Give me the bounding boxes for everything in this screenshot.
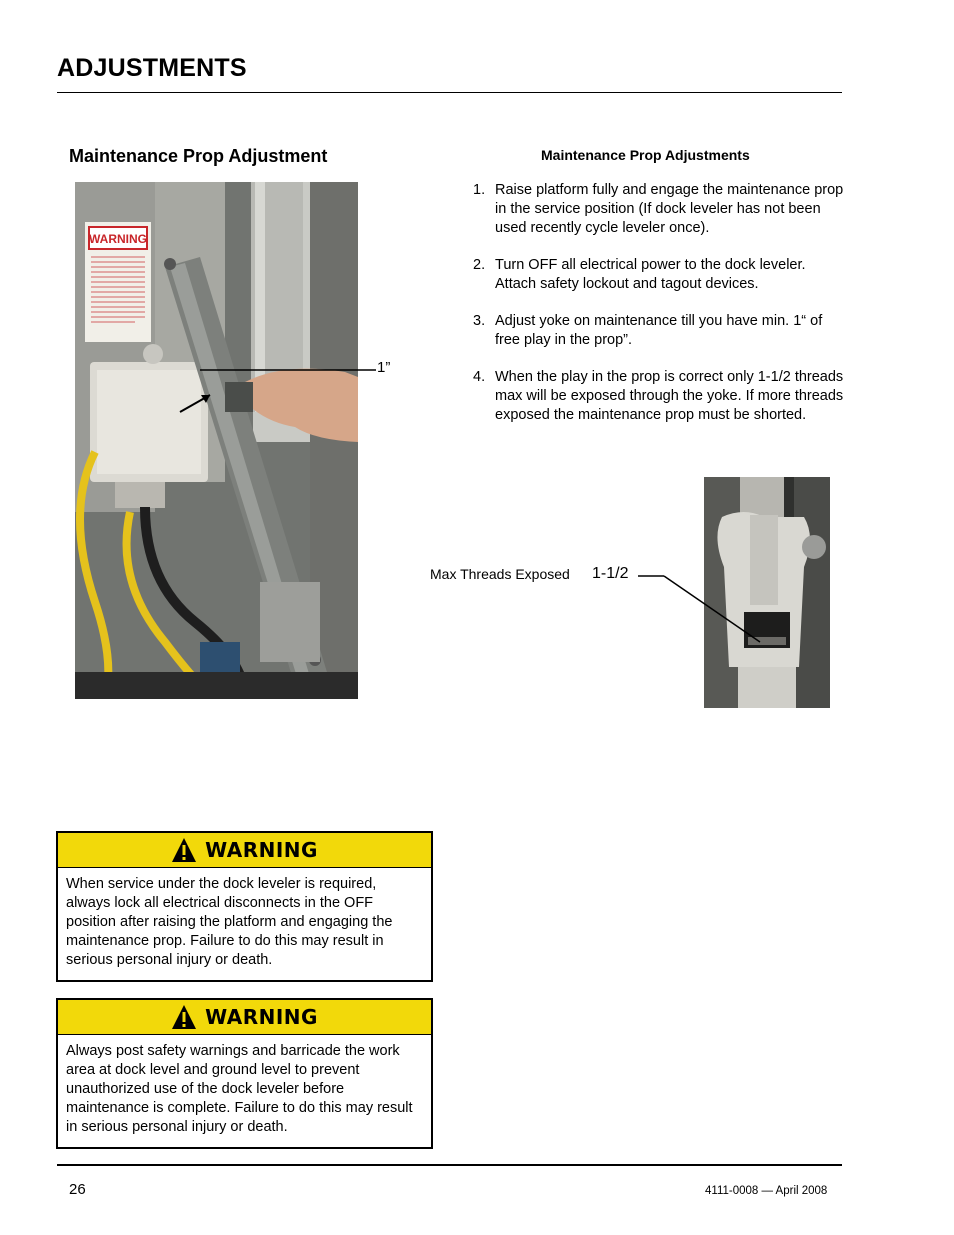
step-number: 4. [473, 369, 486, 385]
threads-callout-line [636, 568, 766, 648]
warning-title: WARNING [205, 1005, 318, 1029]
warning-header [58, 1000, 431, 1035]
procedure-step [473, 368, 845, 425]
warning-text: When service under the dock leveler is required, always lock all electrical disconnects in the OFF position after raising the platform and engaging the maintenance prop. Failure to do this may result in serious personal injury or death. [66, 876, 393, 968]
procedure-steps [473, 181, 845, 443]
sticker-title: WARNING [89, 232, 147, 246]
free-play-callout-line [200, 360, 380, 380]
section-heading: Maintenance Prop Adjustment [69, 146, 328, 166]
free-play-callout: 1” [377, 359, 391, 376]
page-title: ADJUSTMENTS [57, 54, 247, 82]
footer-rule [57, 1164, 842, 1166]
header-rule [57, 92, 842, 93]
page-number: 26 [69, 1181, 86, 1198]
step-number: 3. [473, 313, 486, 329]
warning-box-lockout [56, 831, 433, 982]
step-text: When the play in the prop is correct only 1-1/2 threads max will be exposed through the yoke. If more threads exposed the maintenance prop must be shorted. [495, 369, 844, 423]
step-text: Adjust yoke on maintenance till you have min. 1“ of free play in the prop”. [495, 313, 823, 348]
warning-text: Always post safety warnings and barricade the work area at dock level and ground level to prevent unauthorized use of the dock leveler before maintenance is complete. Failure to do this may result in serious personal injury or death. [66, 1043, 413, 1135]
procedure-step [473, 312, 845, 350]
warning-header [58, 833, 431, 868]
procedure-heading: Maintenance Prop Adjustments [541, 147, 750, 163]
procedure-step [473, 181, 845, 238]
step-number: 1. [473, 182, 486, 198]
warning-title: WARNING [205, 838, 318, 862]
maintenance-prop-photo [75, 182, 358, 699]
warning-box-barricade [56, 998, 433, 1149]
step-text: Raise platform fully and engage the maintenance prop in the service position (If dock leveler has not been used recently cycle leveler once). [495, 182, 844, 236]
step-text: Turn OFF all electrical power to the dock leveler. Attach safety lockout and tagout devices. [495, 257, 806, 292]
procedure-step [473, 256, 845, 294]
maintenance-prop-photo-drawing [75, 182, 358, 699]
threads-callout-value: 1-1/2 [592, 565, 629, 582]
threads-callout-label: Max Threads Exposed [430, 566, 570, 582]
document-id: 4111-0008 — April 2008 [705, 1185, 828, 1197]
warning-triangle-icon [171, 837, 197, 863]
warning-triangle-icon [171, 1004, 197, 1030]
step-number: 2. [473, 257, 486, 273]
